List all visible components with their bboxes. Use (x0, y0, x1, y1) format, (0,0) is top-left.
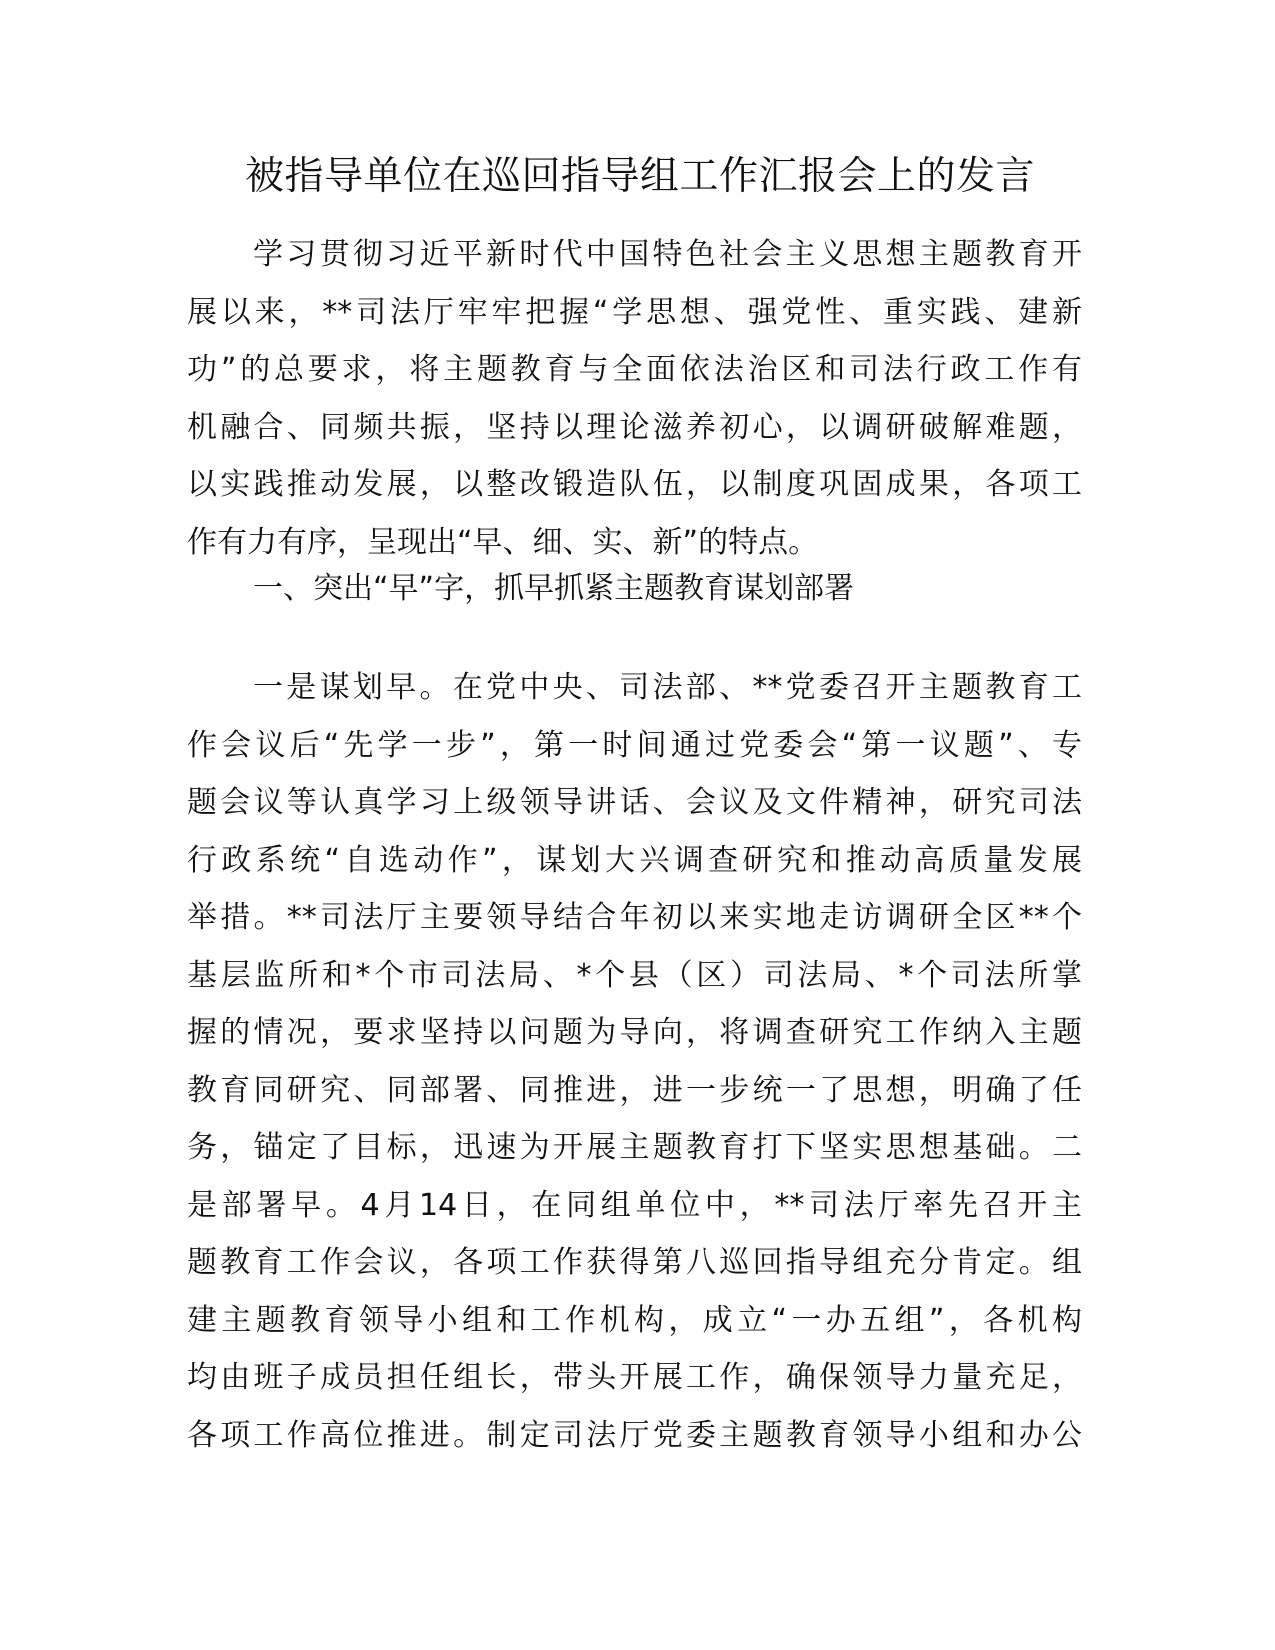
text-line: 作会议后“先学一步”，第一时间通过党委会“第一议题”、专 (187, 727, 1082, 763)
text-line: 一是谋划早。在党中央、司法部、**党委召开主题教育工 (253, 670, 1082, 705)
paragraph-intro (187, 226, 1082, 571)
section-heading-text: 一、突出“早”字，抓早抓紧主题教育谋划部署 (253, 571, 855, 606)
text-line: 基层监所和*个市司法局、*个县（区）司法局、*个司法所掌 (187, 957, 1082, 993)
text-line: 是部署早。4月14日，在同组单位中，**司法厅率先召开主 (187, 1187, 1082, 1223)
text-line: 均由班子成员担任组长，带头开展工作，确保领导力量充足， (187, 1360, 1082, 1395)
document-title: 被指导单位在巡回指导组工作汇报会上的发言 (244, 154, 1035, 199)
text-line: 作有力有序，呈现出“早、细、实、新”的特点。 (187, 524, 819, 560)
text-line: 功”的总要求，将主题教育与全面依法治区和司法行政工作有 (187, 352, 1082, 387)
text-line: 展以来，**司法厅牢牢把握“学思想、强党性、重实践、建新 (187, 294, 1082, 330)
text-line: 题会议等认真学习上级领导讲话、会议及文件精神，研究司法 (187, 785, 1082, 820)
text-line: 教育同研究、同部署、同推进，进一步统一了思想，明确了任 (187, 1072, 1082, 1108)
text-line: 各项工作高位推进。制定司法厅党委主题教育领导小组和办公 (187, 1417, 1082, 1453)
text-line: 以实践推动发展，以整改锻造队伍，以制度巩固成果，各项工 (187, 467, 1082, 502)
text-line: 学习贯彻习近平新时代中国特色社会主义思想主题教育开 (253, 237, 1082, 272)
text-line: 举措。**司法厅主要领导结合年初以来实地走访调研全区**个 (187, 900, 1082, 935)
text-line: 务，锚定了目标，迅速为开展主题教育打下坚实思想基础。二 (187, 1130, 1082, 1165)
text-line: 行政系统“自选动作”，谋划大兴调查研究和推动高质量发展 (187, 842, 1082, 878)
section-heading (187, 560, 1082, 618)
text-line: 建主题教育领导小组和工作机构，成立“一办五组”，各机构 (187, 1302, 1082, 1338)
text-line: 握的情况，要求坚持以问题为导向，将调查研究工作纳入主题 (187, 1015, 1082, 1050)
text-line: 机融合、同频共振，坚持以理论滋养初心，以调研破解难题， (187, 409, 1082, 445)
text-line: 题教育工作会议，各项工作获得第八巡回指导组充分肯定。组 (187, 1245, 1082, 1280)
paragraph-section-one (187, 659, 1082, 1464)
